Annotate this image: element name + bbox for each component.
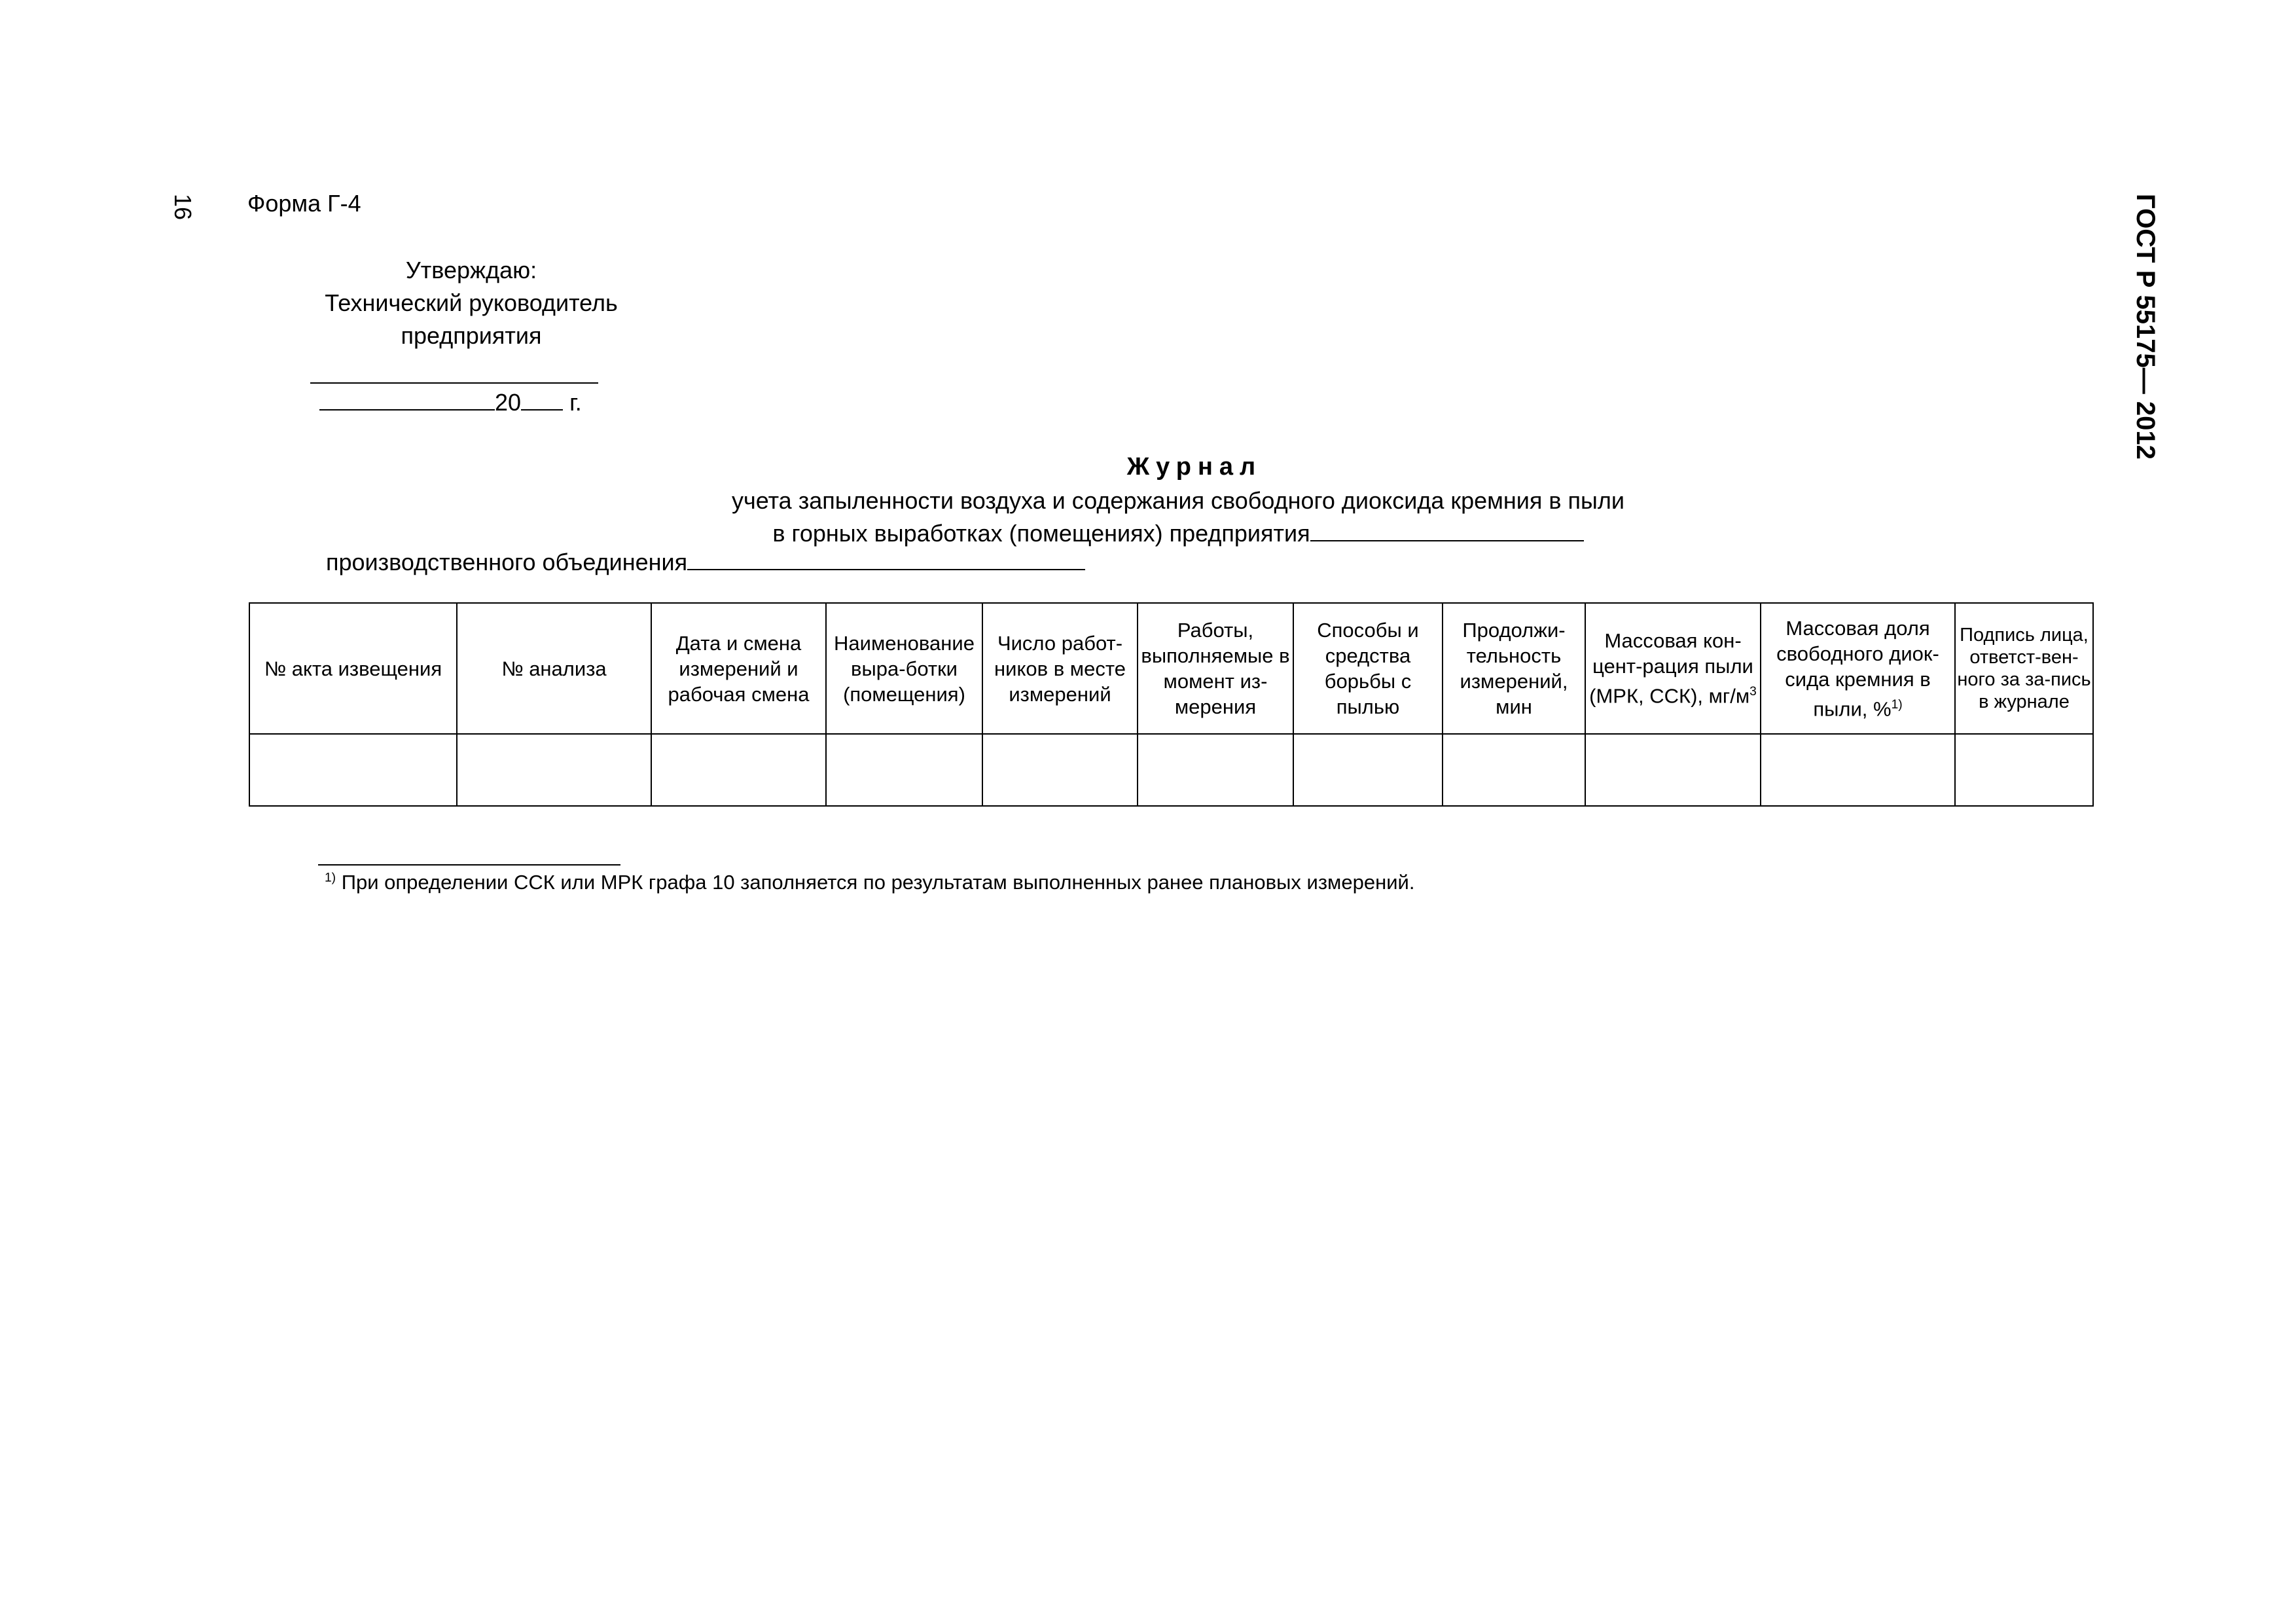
col-header-8: Продолжи-тельность измерений, мин <box>1443 603 1585 734</box>
table-header-row <box>249 603 2093 734</box>
approval-line-3: предприятия <box>401 322 542 349</box>
footnote <box>325 871 1414 894</box>
signature-line <box>310 382 598 384</box>
date-blank <box>319 390 495 410</box>
col-header-10-sup: 1) <box>1891 697 1903 712</box>
col-header-5: Число работ-ников в месте измерений <box>982 603 1138 734</box>
journal-table <box>249 602 2094 807</box>
footnote-separator <box>318 864 620 866</box>
year-suffix: г. <box>569 389 582 416</box>
col-header-1: № акта извещения <box>249 603 457 734</box>
association-label: производственного объединения <box>326 549 688 575</box>
col-header-6: Работы, выполняемые в момент из-мерения <box>1138 603 1293 734</box>
col-header-9-sup: 3 <box>1749 685 1757 699</box>
journal-subtitle <box>589 484 1767 550</box>
table-cell[interactable] <box>1585 734 1761 806</box>
association-line <box>326 549 1085 576</box>
journal-title: Журнал <box>1126 453 1263 481</box>
table-cell[interactable] <box>1955 734 2093 806</box>
table-cell[interactable] <box>457 734 651 806</box>
table-cell[interactable] <box>982 734 1138 806</box>
enterprise-blank <box>1310 520 1584 541</box>
approval-block <box>308 254 635 352</box>
footnote-marker: 1) <box>325 871 336 885</box>
subtitle-line-1: учета запыленности воздуха и содержания свободного диоксида кремния в пыли <box>732 487 1624 514</box>
form-label: Форма Г-4 <box>247 190 361 217</box>
table-cell[interactable] <box>826 734 982 806</box>
col-header-9-text: Массовая кон-цент-рация пыли (МРК, ССК), мг/м <box>1589 629 1753 708</box>
col-header-9 <box>1585 603 1761 734</box>
col-header-7: Способы и средства борьбы с пылью <box>1293 603 1443 734</box>
table-row <box>249 734 2093 806</box>
footnote-text: При определении ССК или МРК графа 10 заполняется по результатам выполненных ранее плановых измерений. <box>341 871 1415 894</box>
approval-date-line <box>319 389 582 416</box>
col-header-10-text: Массовая доля свободного диок-сида кремния в пыли, % <box>1776 616 1939 721</box>
table-cell[interactable] <box>651 734 826 806</box>
page-number: 16 <box>170 194 196 221</box>
year-prefix: 20 <box>495 389 522 416</box>
year-blank <box>521 390 563 410</box>
approval-line-1: Утверждаю: <box>405 257 537 283</box>
col-header-11: Подпись лица, ответст-вен-ного за за-пись в журнале <box>1955 603 2093 734</box>
table-cell[interactable] <box>1293 734 1443 806</box>
table-cell[interactable] <box>249 734 457 806</box>
table-cell[interactable] <box>1138 734 1293 806</box>
association-blank <box>687 549 1085 570</box>
subtitle-line-2-text: в горных выработках (помещениях) предприятия <box>772 520 1310 547</box>
col-header-10 <box>1761 603 1955 734</box>
col-header-2: № анализа <box>457 603 651 734</box>
approval-line-2: Технический руководитель <box>325 289 618 316</box>
subtitle-line-2 <box>589 517 1767 550</box>
table-cell[interactable] <box>1443 734 1585 806</box>
col-header-3: Дата и смена измерений и рабочая смена <box>651 603 826 734</box>
col-header-4: Наименование выра-ботки (помещения) <box>826 603 982 734</box>
gost-label: ГОСТ Р 55175— 2012 <box>2131 194 2160 460</box>
table-cell[interactable] <box>1761 734 1955 806</box>
